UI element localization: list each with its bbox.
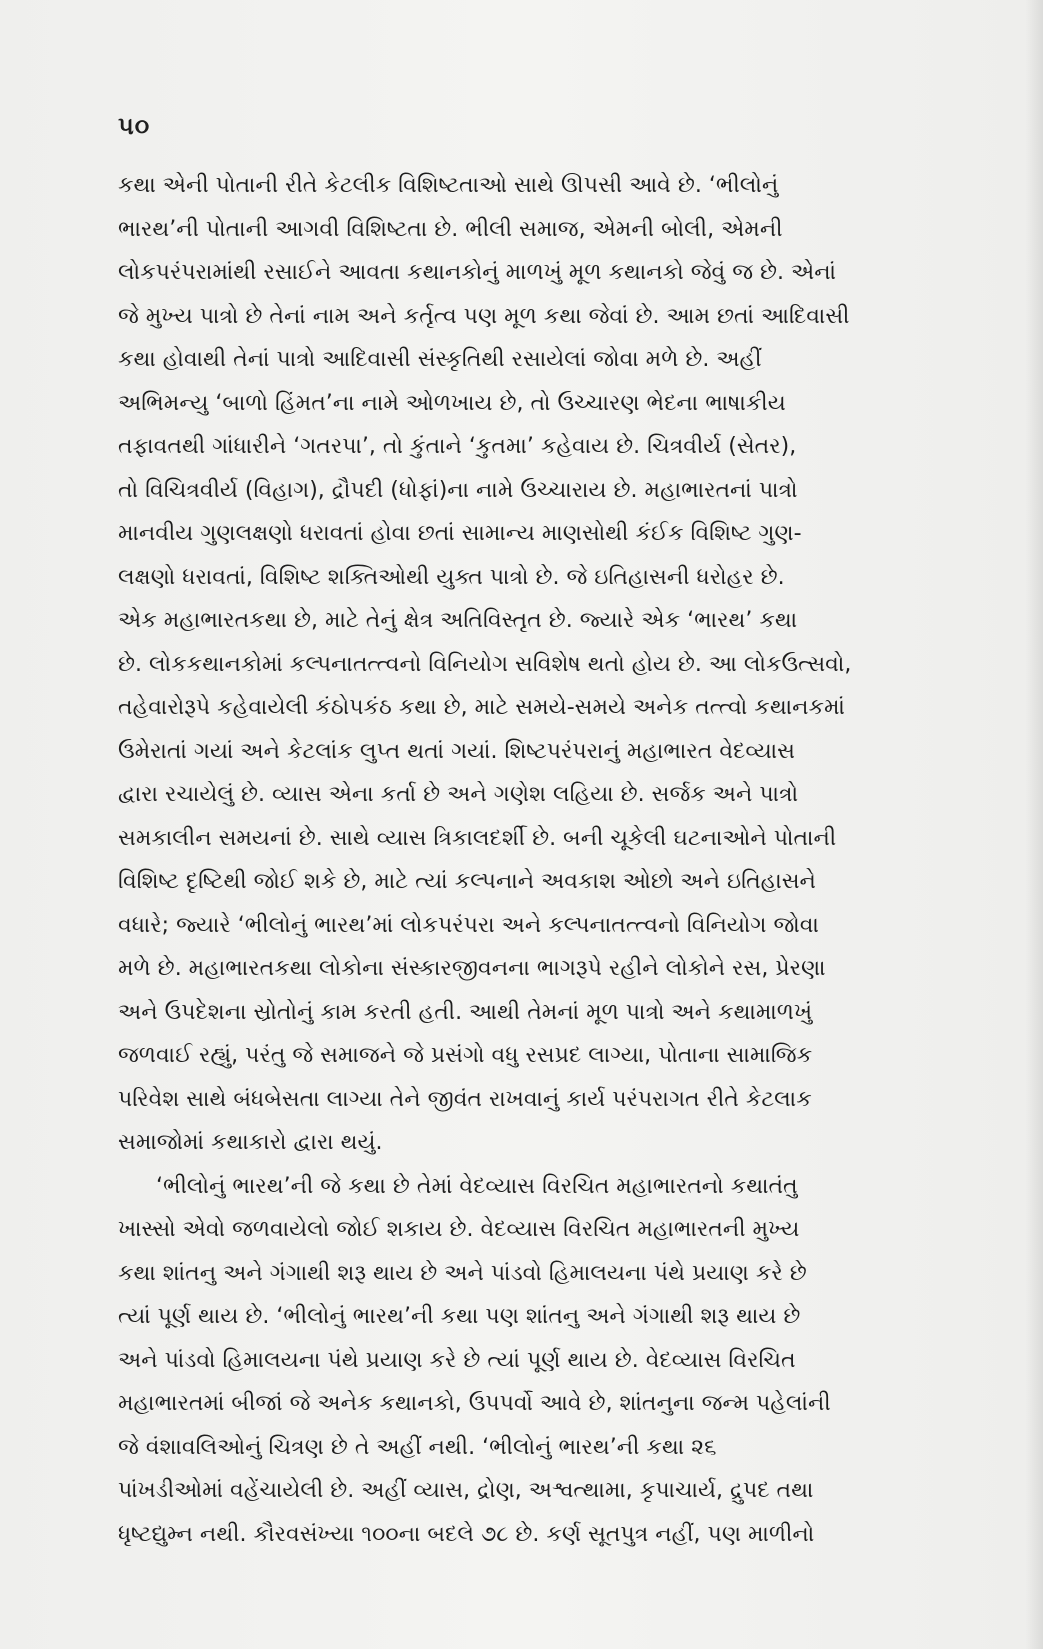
text-line: તહેવારોરૂપે કહેવાયેલી કંઠોપકંઠ કથા છે, માટે સમયે-સમયે અનેક તત્ત્વો કથાનકમાં: [118, 695, 845, 720]
text-line: ખાસ્સો એવો જળવાયેલો જોઈ શકાય છે. વેદવ્યાસ વિરચિત મહાભારતની મુખ્ય: [118, 1217, 800, 1242]
text-line: તો વિચિત્રવીર્ય (વિહાગ), દ્રૌપદી (ધોફાં)ના નામે ઉચ્ચારાય છે. મહાભારતનાં પાત્રો: [118, 477, 798, 503]
text-line: કથા શાંતનુ અને ગંગાથી શરૂ થાય છે અને પાંડવો હિમાલયના પંથે પ્રયાણ કરે છે: [118, 1260, 807, 1286]
text-line: અભિમન્યુ ‘બાળો હિંમત’ના નામે ઓળખાય છે, તો ઉચ્ચારણ ભેદના ભાષાકીય: [118, 390, 786, 416]
text-line: કથા એની પોતાની રીતે કેટલીક વિશિષ્ટતાઓ સાથે ઊપસી આવે છે. ‘ભીલોનું: [118, 173, 779, 198]
text-line: લક્ષણો ધરાવતાં, વિશિષ્ટ શક્તિઓથી યુક્ત પાત્રો છે. જે ઇતિહાસની ધરોહર છે.: [118, 564, 785, 590]
text-line: માનવીય ગુણલક્ષણો ધરાવતાં હોવા છતાં સામાન્ય માણસોથી કંઈક વિશિષ્ટ ગુણ-: [118, 521, 802, 546]
page-edge-shadow: [1025, 0, 1043, 1649]
text-line: દ્વારા રચાયેલું છે. વ્યાસ એના કર્તા છે અને ગણેશ લહિયા છે. સર્જક અને પાત્રો: [118, 782, 799, 807]
paragraph-start-line: ‘ભીલોનું ભારથ’ની જે કથા છે તેમાં વેદવ્યાસ વિરચિત મહાભારતનો કથાતંતુ: [156, 1173, 798, 1199]
text-line: છે. લોકકથાનકોમાં કલ્પનાતત્ત્વનો વિનિયોગ સવિશેષ થતો હોય છે. આ લોકઉત્સવો,: [118, 651, 852, 677]
body-text: [118, 164, 968, 1556]
text-line: મહાભારતમાં બીજાં જે અનેક કથાનકો, ઉપપર્વો આવે છે, શાંતનુના જન્મ પહેલાંની: [118, 1391, 831, 1416]
text-line: ઉમેરાતાં ગયાં અને કેટલાંક લુપ્ત થતાં ગયાં. શિષ્ટપરંપરાનું મહાભારત વેદવ્યાસ: [118, 738, 796, 764]
text-line: કથા હોવાથી તેનાં પાત્રો આદિવાસી સંસ્કૃતિથી રસાયેલાં જોવા મળે છે. અહીં: [118, 347, 762, 372]
text-line: સમકાલીન સમયનાં છે. સાથે વ્યાસ ત્રિકાલદર્શી છે. બની ચૂકેલી ઘટનાઓને પોતાની: [118, 825, 837, 851]
text-line: પાંખડીઓમાં વહેંચાયેલી છે. અહીં વ્યાસ, દ્રોણ, અશ્વત્થામા, કૃપાચાર્ય, દ્રુપદ તથા: [118, 1478, 814, 1503]
page-number: ૫૦: [118, 112, 151, 140]
text-line: જળવાઈ રહ્યું, પરંતુ જે સમાજને જે પ્રસંગો વધુ રસપ્રદ લાગ્યા, પોતાના સામાજિક: [118, 1043, 813, 1068]
text-line: ધૃષ્ટદ્યુમ્ન નથી. કૌરવસંખ્યા ૧૦૦ના બદલે ૭૮ છે. કર્ણ સૂતપુત્ર નહીં, પણ માળીનો: [118, 1521, 815, 1547]
text-line: ભારથ’ની પોતાની આગવી વિશિષ્ટતા છે. ભીલી સમાજ, એમની બોલી, એમની: [118, 216, 783, 242]
text-line: મળે છે. મહાભારતકથા લોકોના સંસ્કારજીવનના ભાગરૂપે રહીને લોકોને રસ, પ્રેરણા: [118, 956, 826, 981]
text-line: જે મુખ્ય પાત્રો છે તેનાં નામ અને કર્તૃત્વ પણ મૂળ કથા જેવાં છે. આમ છતાં આદિવાસી: [118, 303, 850, 329]
text-line: અને પાંડવો હિમાલયના પંથે પ્રયાણ કરે છે ત્યાં પૂર્ણ થાય છે. વેદવ્યાસ વિરચિત: [118, 1347, 796, 1373]
text-line: અને ઉપદેશના સ્રોતોનું કામ કરતી હતી. આથી તેમનાં મૂળ પાત્રો અને કથામાળખું: [118, 999, 813, 1025]
text-line: પરિવેશ સાથે બંધબેસતા લાગ્યા તેને જીવંત રાખવાનું કાર્ય પરંપરાગત રીતે કેટલાક: [118, 1086, 812, 1112]
text-line: વધારે; જ્યારે ‘ભીલોનું ભારથ’માં લોકપરંપરા અને કલ્પનાતત્ત્વનો વિનિયોગ જોવા: [118, 912, 819, 938]
text-line: વિશિષ્ટ દૃષ્ટિથી જોઈ શકે છે, માટે ત્યાં કલ્પનાને અવકાશ ઓછો અને ઇતિહાસને: [118, 869, 816, 894]
text-line: સમાજોમાં કથાકારો દ્વારા થયું.: [118, 1130, 383, 1155]
text-line: તફાવતથી ગાંધારીને ‘ગતરપા’, તો કુંતાને ‘કુતમા’ કહેવાય છે. ચિત્રવીર્ય (સેતર),: [118, 434, 797, 459]
text-line: જે વંશાવલિઓનું ચિત્રણ છે તે અહીં નથી. ‘ભીલોનું ભારથ’ની કથા ૨૬: [118, 1434, 717, 1460]
text-line: એક મહાભારતકથા છે, માટે તેનું ક્ષેત્ર અતિવિસ્તૃત છે. જ્યારે એક ‘ભારથ’ કથા: [118, 608, 798, 633]
text-line: ત્યાં પૂર્ણ થાય છે. ‘ભીલોનું ભારથ’ની કથા પણ શાંતનુ અને ગંગાથી શરૂ થાય છે: [118, 1304, 801, 1329]
text-line: લોકપરંપરામાંથી રસાઈને આવતા કથાનકોનું માળખું મૂળ કથાનકો જેવું જ છે. એનાં: [118, 260, 837, 285]
